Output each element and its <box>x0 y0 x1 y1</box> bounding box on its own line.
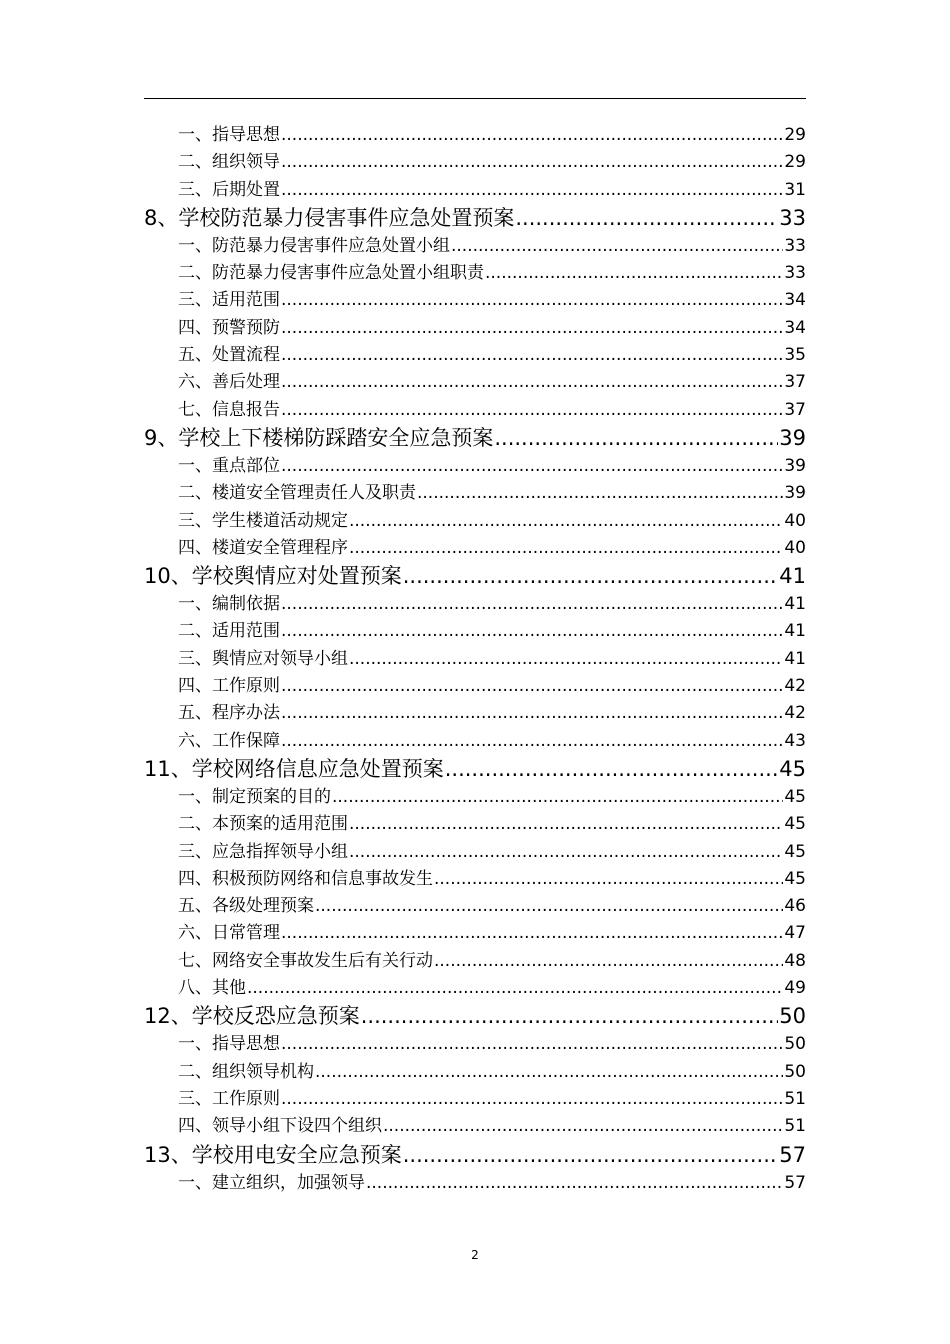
toc-entry-page: 31 <box>784 179 806 200</box>
toc-section-entry[interactable] <box>144 369 806 396</box>
toc-entry-title: 七、信息报告 <box>178 399 280 420</box>
page-number: 2 <box>471 1248 479 1262</box>
toc-entry-page: 43 <box>784 730 806 751</box>
toc-entry-title: 五、处置流程 <box>178 345 280 366</box>
toc-section-entry[interactable] <box>144 508 806 535</box>
toc-section-entry[interactable] <box>144 260 806 287</box>
toc-entry-title: 六、善后处理 <box>178 372 280 393</box>
toc-entry-title: 六、工作保障 <box>178 730 280 751</box>
toc-entry-page: 40 <box>784 510 806 531</box>
toc-entry-page: 57 <box>784 1172 806 1193</box>
toc-entry-page: 45 <box>784 786 806 807</box>
toc-entry-title: 四、积极预防网络和信息事故发生 <box>178 868 433 889</box>
toc-section-entry[interactable] <box>144 728 806 755</box>
dot-leader <box>403 562 779 591</box>
toc-entry-title: 二、组织领导机构 <box>178 1061 314 1082</box>
toc-entry-page: 42 <box>784 676 806 697</box>
toc-chapter-entry[interactable] <box>144 755 806 784</box>
toc-entry-page: 41 <box>784 594 806 615</box>
toc-entry-page: 34 <box>784 290 806 311</box>
dot-leader <box>349 839 783 866</box>
dot-leader <box>281 618 783 645</box>
toc-entry-page: 41 <box>779 564 806 589</box>
toc-entry-page: 35 <box>784 345 806 366</box>
toc-section-entry[interactable] <box>144 1031 806 1058</box>
toc-entry-title: 三、工作原则 <box>178 1088 280 1109</box>
toc-entry-page: 33 <box>779 205 806 230</box>
toc-section-entry[interactable] <box>144 866 806 893</box>
dot-leader <box>403 1141 779 1170</box>
toc-entry-title: 二、防范暴力侵害事件应急处置小组职责 <box>178 263 484 284</box>
dot-leader <box>494 424 778 453</box>
header-rule <box>144 98 806 99</box>
toc-entry-title: 一、编制依据 <box>178 594 280 615</box>
toc-entry-title: 二、组织领导 <box>178 152 280 173</box>
toc-entry-title: 四、领导小组下设四个组织 <box>178 1116 382 1137</box>
toc-entry-title: 10、学校舆情应对处置预案 <box>144 564 402 589</box>
toc-section-entry[interactable] <box>144 149 806 176</box>
dot-leader <box>451 233 783 260</box>
toc-section-entry[interactable] <box>144 1170 806 1197</box>
toc-entry-title: 八、其他 <box>178 978 246 999</box>
toc-chapter-entry[interactable] <box>144 1141 806 1170</box>
toc-entry-page: 49 <box>784 978 806 999</box>
toc-entry-page: 57 <box>779 1142 806 1167</box>
toc-chapter-entry[interactable] <box>144 562 806 591</box>
dot-leader <box>366 1170 783 1197</box>
toc-entry-page: 51 <box>784 1088 806 1109</box>
dot-leader <box>281 315 783 342</box>
toc-entry-title: 三、后期处置 <box>178 179 280 200</box>
toc-entry-title: 二、本预案的适用范围 <box>178 814 348 835</box>
toc-entry-page: 40 <box>784 537 806 558</box>
dot-leader <box>383 1113 783 1140</box>
dot-leader <box>281 453 783 480</box>
toc-entry-page: 45 <box>784 814 806 835</box>
toc-section-entry[interactable] <box>144 673 806 700</box>
toc-entry-page: 33 <box>784 263 806 284</box>
toc-entry-page: 41 <box>784 621 806 642</box>
toc-entry-title: 五、程序办法 <box>178 703 280 724</box>
toc-section-entry[interactable] <box>144 920 806 947</box>
dot-leader <box>349 811 783 838</box>
dot-leader <box>281 920 783 947</box>
dot-leader <box>349 646 783 673</box>
toc-entry-title: 一、制定预案的目的 <box>178 786 331 807</box>
dot-leader <box>281 1031 783 1058</box>
toc-section-entry[interactable] <box>144 1059 806 1086</box>
toc-entry-title: 一、建立组织，加强领导 <box>178 1172 365 1193</box>
toc-section-entry[interactable] <box>144 948 806 975</box>
toc-section-entry[interactable] <box>144 342 806 369</box>
dot-leader <box>281 1086 783 1113</box>
toc-entry-page: 39 <box>784 483 806 504</box>
toc-section-entry[interactable] <box>144 811 806 838</box>
dot-leader <box>332 784 783 811</box>
dot-leader <box>281 673 783 700</box>
dot-leader <box>515 204 778 233</box>
toc-entry-page: 46 <box>784 896 806 917</box>
toc-entry-page: 42 <box>784 703 806 724</box>
toc-entry-title: 一、指导思想 <box>178 125 280 145</box>
toc-section-entry[interactable] <box>144 177 806 204</box>
toc-entry-title: 五、各级处理预案 <box>178 896 314 917</box>
toc-entry-title: 三、舆情应对领导小组 <box>178 648 348 669</box>
toc-entry-title: 12、学校反恐应急预案 <box>144 1004 360 1029</box>
toc-section-entry[interactable] <box>144 700 806 727</box>
toc-section-entry[interactable] <box>144 480 806 507</box>
dot-leader <box>434 948 783 975</box>
toc-entry-page: 45 <box>779 756 806 781</box>
toc-entry-title: 一、防范暴力侵害事件应急处置小组 <box>178 235 450 256</box>
toc-section-entry[interactable] <box>144 618 806 645</box>
dot-leader <box>361 1002 779 1031</box>
toc-entry-title: 一、重点部位 <box>178 455 280 476</box>
toc-entry-page: 48 <box>784 950 806 971</box>
dot-leader <box>315 1059 783 1086</box>
toc-entry-page: 50 <box>784 1061 806 1082</box>
toc-entry-page: 39 <box>784 455 806 476</box>
dot-leader <box>281 591 783 618</box>
toc-chapter-entry[interactable] <box>144 204 806 233</box>
toc-section-entry[interactable] <box>144 122 806 149</box>
toc-entry-title: 9、学校上下楼梯防踩踏安全应急预案 <box>144 425 494 450</box>
dot-leader <box>281 397 783 424</box>
toc-chapter-entry[interactable] <box>144 1002 806 1031</box>
toc-entry-page: 41 <box>784 648 806 669</box>
toc-entry-title: 四、预警预防 <box>178 317 280 338</box>
toc-entry-title: 七、网络安全事故发生后有关行动 <box>178 950 433 971</box>
dot-leader <box>281 287 783 314</box>
table-of-contents <box>144 122 806 1197</box>
toc-entry-page: 34 <box>784 317 806 338</box>
dot-leader <box>349 535 783 562</box>
toc-section-entry[interactable] <box>144 315 806 342</box>
toc-entry-page: 39 <box>779 425 806 450</box>
toc-entry-page: 45 <box>784 841 806 862</box>
toc-entry-page: 33 <box>784 235 806 256</box>
toc-section-entry[interactable] <box>144 646 806 673</box>
toc-entry-title: 二、适用范围 <box>178 621 280 642</box>
dot-leader <box>315 893 783 920</box>
toc-entry-title: 8、学校防范暴力侵害事件应急处置预案 <box>144 205 515 230</box>
toc-entry-title: 三、应急指挥领导小组 <box>178 841 348 862</box>
dot-leader <box>281 149 783 176</box>
toc-entry-page: 50 <box>779 1004 806 1029</box>
toc-entry-title: 三、适用范围 <box>178 290 280 311</box>
toc-section-entry[interactable] <box>144 591 806 618</box>
dot-leader <box>445 755 779 784</box>
toc-section-entry[interactable] <box>144 893 806 920</box>
toc-section-entry[interactable] <box>144 453 806 480</box>
toc-entry-title: 四、工作原则 <box>178 676 280 697</box>
dot-leader <box>281 177 783 204</box>
dot-leader <box>281 728 783 755</box>
toc-section-entry[interactable] <box>144 975 806 1002</box>
toc-section-entry[interactable] <box>144 397 806 424</box>
toc-entry-title: 11、学校网络信息应急处置预案 <box>144 756 444 781</box>
toc-entry-page: 47 <box>784 923 806 944</box>
toc-entry-title: 六、日常管理 <box>178 923 280 944</box>
toc-entry-page: 45 <box>784 868 806 889</box>
toc-section-entry[interactable] <box>144 839 806 866</box>
toc-section-entry[interactable] <box>144 784 806 811</box>
toc-section-entry[interactable] <box>144 535 806 562</box>
toc-entry-page: 29 <box>784 152 806 173</box>
dot-leader <box>281 369 783 396</box>
dot-leader <box>281 700 783 727</box>
toc-section-entry[interactable] <box>144 287 806 314</box>
dot-leader <box>417 480 783 507</box>
toc-entry-page: 37 <box>784 372 806 393</box>
dot-leader <box>434 866 783 893</box>
dot-leader <box>281 342 783 369</box>
toc-entry-title: 四、楼道安全管理程序 <box>178 537 348 558</box>
toc-entry-page: 29 <box>784 125 806 145</box>
dot-leader <box>485 260 783 287</box>
toc-section-entry[interactable] <box>144 233 806 260</box>
toc-section-entry[interactable] <box>144 1086 806 1113</box>
dot-leader <box>281 122 783 149</box>
toc-chapter-entry[interactable] <box>144 424 806 453</box>
toc-entry-title: 二、楼道安全管理责任人及职责 <box>178 483 416 504</box>
toc-entry-page: 51 <box>784 1116 806 1137</box>
toc-entry-title: 一、指导思想 <box>178 1034 280 1055</box>
toc-entry-title: 三、学生楼道活动规定 <box>178 510 348 531</box>
dot-leader <box>247 975 783 1002</box>
toc-entry-page: 50 <box>784 1034 806 1055</box>
toc-entry-title: 13、学校用电安全应急预案 <box>144 1142 402 1167</box>
toc-section-entry[interactable] <box>144 1113 806 1140</box>
toc-entry-page: 37 <box>784 399 806 420</box>
dot-leader <box>349 508 783 535</box>
